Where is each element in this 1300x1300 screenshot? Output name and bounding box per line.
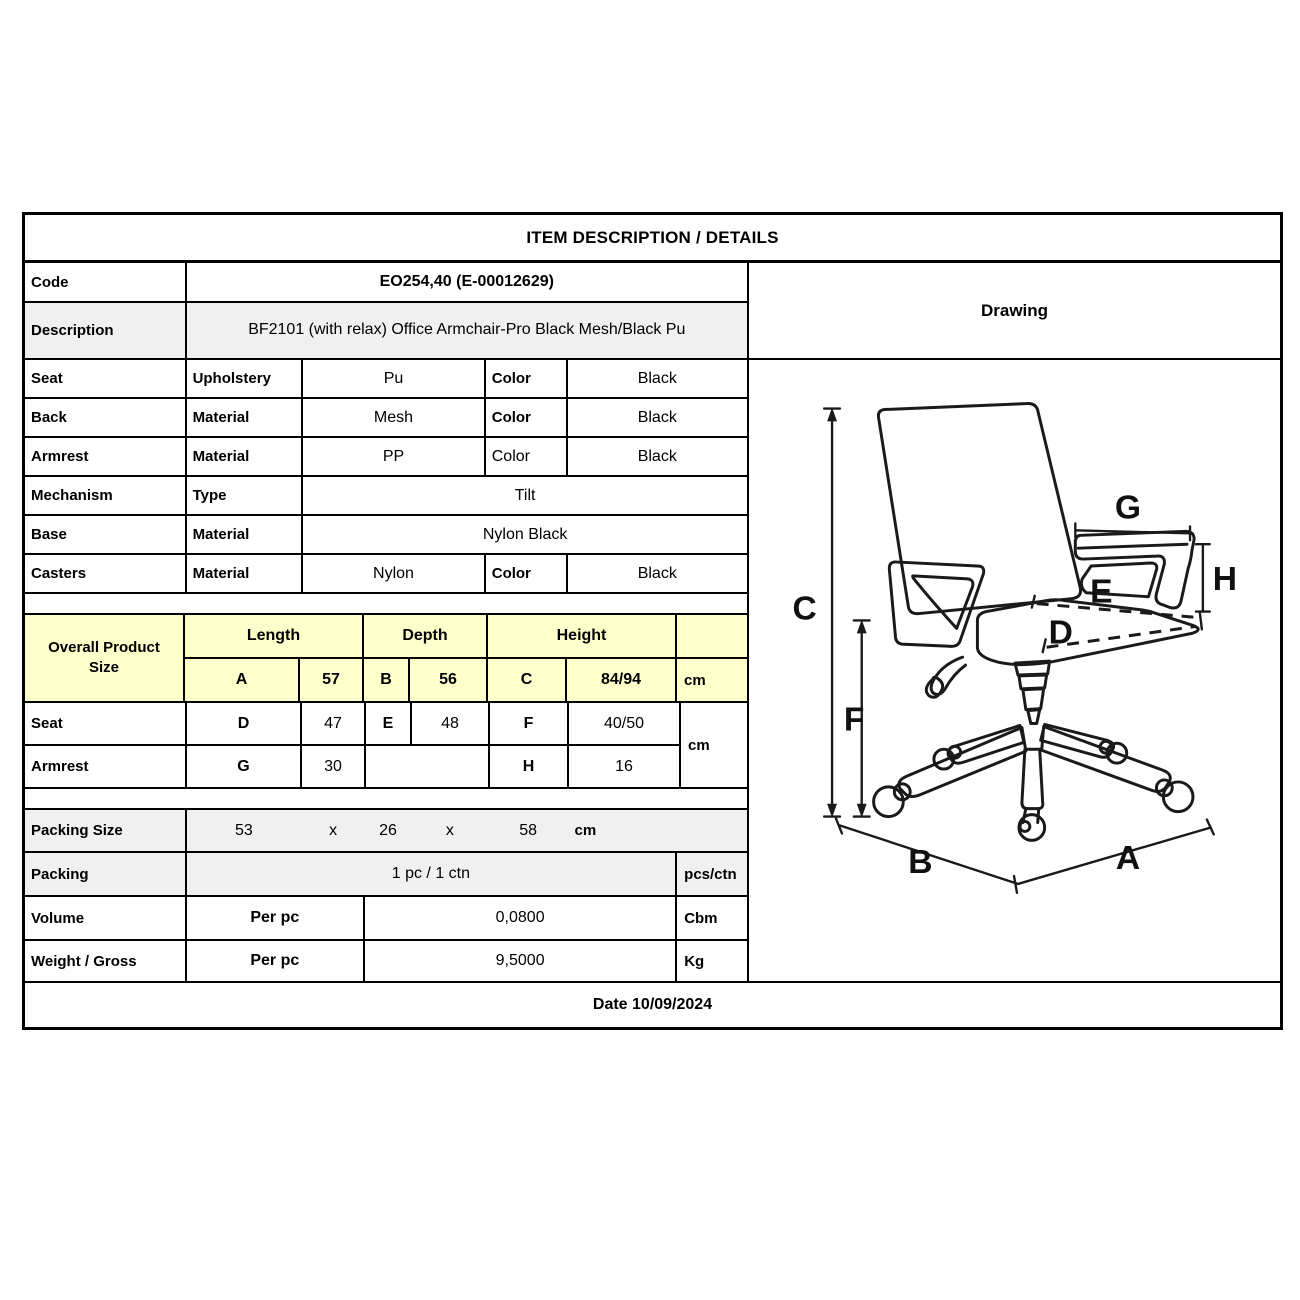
- base-attr: Material: [187, 516, 304, 553]
- casters-label: Casters: [25, 555, 187, 592]
- seat-color-value: Black: [637, 369, 677, 387]
- armrest-color-label: Color: [486, 438, 568, 475]
- packing-unit: pcs/ctn: [684, 865, 737, 883]
- armrest-depth-empty: [366, 746, 490, 787]
- casters-material: Nylon: [303, 555, 485, 592]
- description-label: Description: [25, 303, 187, 358]
- chair-line-drawing: [749, 360, 1280, 981]
- back-color-value: Black: [637, 408, 677, 426]
- row-casters: [25, 555, 747, 594]
- row-base: [25, 516, 747, 555]
- sheet-title: ITEM DESCRIPTION / DETAILS: [25, 215, 1280, 263]
- armrest-material: PP: [303, 438, 485, 475]
- seat-tip-tick: [1200, 614, 1202, 630]
- armrest-height-value: 16: [615, 757, 633, 775]
- mechanism-value: Tilt: [514, 486, 536, 504]
- size-table-body: [25, 703, 747, 789]
- seat-height-value: 40/50: [603, 714, 645, 732]
- chair-base-leg-front: [1022, 749, 1043, 808]
- packing-size-unit: cm: [574, 822, 597, 839]
- length-header: Length: [185, 615, 364, 657]
- chair-gas-lift-mid: [1019, 675, 1047, 689]
- d-tick: [1043, 639, 1046, 652]
- row-seat-size: [25, 703, 679, 746]
- volume-unit: Cbm: [684, 909, 718, 927]
- row-packing: [25, 853, 747, 897]
- e-tick: [1032, 596, 1035, 608]
- dim-label-h: H: [1212, 560, 1238, 598]
- dim-line-a: [1018, 827, 1211, 883]
- packing-size-v2: 26: [379, 821, 397, 839]
- seat-armrest-unit: cm: [679, 703, 747, 787]
- chair-left-armrest-inner: [913, 576, 973, 628]
- row-description: [25, 303, 747, 360]
- weight-unit: Kg: [684, 952, 705, 970]
- weight-value: 9,5000: [365, 941, 677, 981]
- seat-height-key: F: [490, 703, 569, 744]
- packing-value: 1 pc / 1 ctn: [187, 853, 678, 895]
- seat-depth-key: E: [366, 703, 412, 744]
- caster-left-wheel: [874, 787, 904, 817]
- overall-height-key: C: [488, 659, 567, 701]
- seat-attr: Upholstery: [187, 360, 304, 397]
- base-label: Base: [25, 516, 187, 553]
- armrest-label: Armrest: [25, 438, 187, 475]
- packing-size-v3: 58: [519, 821, 537, 839]
- back-attr: Material: [187, 399, 304, 436]
- back-material: Mesh: [303, 399, 485, 436]
- dim-label-e: E: [1090, 573, 1113, 611]
- packing-size-x2: x: [445, 821, 454, 839]
- size-table-header: [25, 615, 747, 703]
- overall-length-key: A: [185, 659, 300, 701]
- armrest-length-key: G: [187, 746, 302, 787]
- chair-gas-lift-lower: [1023, 689, 1044, 710]
- back-label: Back: [25, 399, 187, 436]
- armrest-height-key: H: [490, 746, 569, 787]
- armrest-color-value: Black: [637, 447, 677, 465]
- dim-label-f: F: [843, 701, 865, 739]
- dim-label-d: D: [1048, 614, 1073, 652]
- base-value: Nylon Black: [482, 525, 568, 543]
- weight-per: Per pc: [187, 941, 366, 981]
- packing-size-empty: [677, 810, 747, 851]
- seat-size-label: Seat: [25, 703, 187, 744]
- chair-base-leg-right: [1042, 726, 1171, 791]
- chair-drawing: [749, 360, 1280, 981]
- row-back: [25, 399, 747, 438]
- mechanism-label: Mechanism: [25, 477, 187, 514]
- dim-label-b: B: [908, 844, 933, 882]
- casters-color-value: Black: [637, 564, 677, 582]
- spec-sheet: [22, 212, 1283, 1030]
- chair-right-armrest-pad-line: [1078, 544, 1187, 548]
- row-armrest-size: [25, 746, 679, 787]
- seat-material: Pu: [303, 360, 485, 397]
- seat-length-value: 47: [302, 703, 366, 744]
- packing-label: Packing: [25, 853, 187, 895]
- date-stamp: Date 10/09/2024: [25, 981, 1280, 1027]
- row-seat: [25, 360, 747, 399]
- overall-depth-value: 56: [410, 659, 488, 701]
- row-volume: [25, 897, 747, 941]
- code-label: Code: [25, 263, 187, 301]
- dim-label-c: C: [792, 590, 817, 628]
- row-mechanism: [25, 477, 747, 516]
- seat-color-label: Color: [486, 360, 568, 397]
- sheet-body: [25, 263, 1280, 981]
- chair-tilt-lever: [931, 657, 965, 694]
- casters-color-label: Color: [486, 555, 568, 592]
- packing-size-x1: x: [329, 821, 338, 839]
- armrest-attr: Material: [187, 438, 304, 475]
- row-weight: [25, 941, 747, 981]
- packing-size-label: Packing Size: [25, 810, 187, 851]
- drawing-title: Drawing: [749, 263, 1280, 360]
- drawing-panel: [749, 263, 1280, 981]
- unit-header-empty: [677, 615, 747, 657]
- seat-depth-value: 48: [412, 703, 490, 744]
- armrest-length-value: 30: [302, 746, 366, 787]
- spacer-row: [25, 594, 747, 615]
- overall-length-value: 57: [300, 659, 364, 701]
- overall-height-value: 84/94: [567, 659, 677, 701]
- dim-label-g: G: [1114, 489, 1142, 527]
- mechanism-attr: Type: [187, 477, 304, 514]
- seat-length-key: D: [187, 703, 302, 744]
- spacer-row: [25, 789, 747, 810]
- casters-attr: Material: [187, 555, 304, 592]
- volume-value: 0,0800: [365, 897, 677, 939]
- caster-front-hub: [1020, 822, 1030, 832]
- dim-label-a: A: [1115, 840, 1141, 878]
- row-packing-size: [25, 810, 747, 853]
- weight-label: Weight / Gross: [25, 941, 187, 981]
- seat-label: Seat: [25, 360, 187, 397]
- packing-size-v1: 53: [235, 821, 253, 839]
- volume-label: Volume: [25, 897, 187, 939]
- armrest-size-label: Armrest: [25, 746, 187, 787]
- overall-size-label: Overall Product Size: [25, 615, 185, 701]
- row-armrest: [25, 438, 747, 477]
- description-value: BF2101 (with relax) Office Armchair-Pro Black Mesh/Black Pu: [248, 321, 686, 339]
- back-color-label: Color: [486, 399, 568, 436]
- overall-unit: cm: [684, 671, 706, 689]
- spec-table: [25, 263, 749, 981]
- height-header: Height: [488, 615, 677, 657]
- caster-right-wheel: [1163, 782, 1193, 812]
- code-value: EO254,40 (E-00012629): [379, 273, 554, 290]
- chair-gas-lift-stem: [1028, 710, 1040, 724]
- volume-per: Per pc: [187, 897, 366, 939]
- overall-depth-key: B: [364, 659, 410, 701]
- depth-header: Depth: [364, 615, 488, 657]
- caster-front-wheel: [1019, 815, 1045, 841]
- row-code: [25, 263, 747, 303]
